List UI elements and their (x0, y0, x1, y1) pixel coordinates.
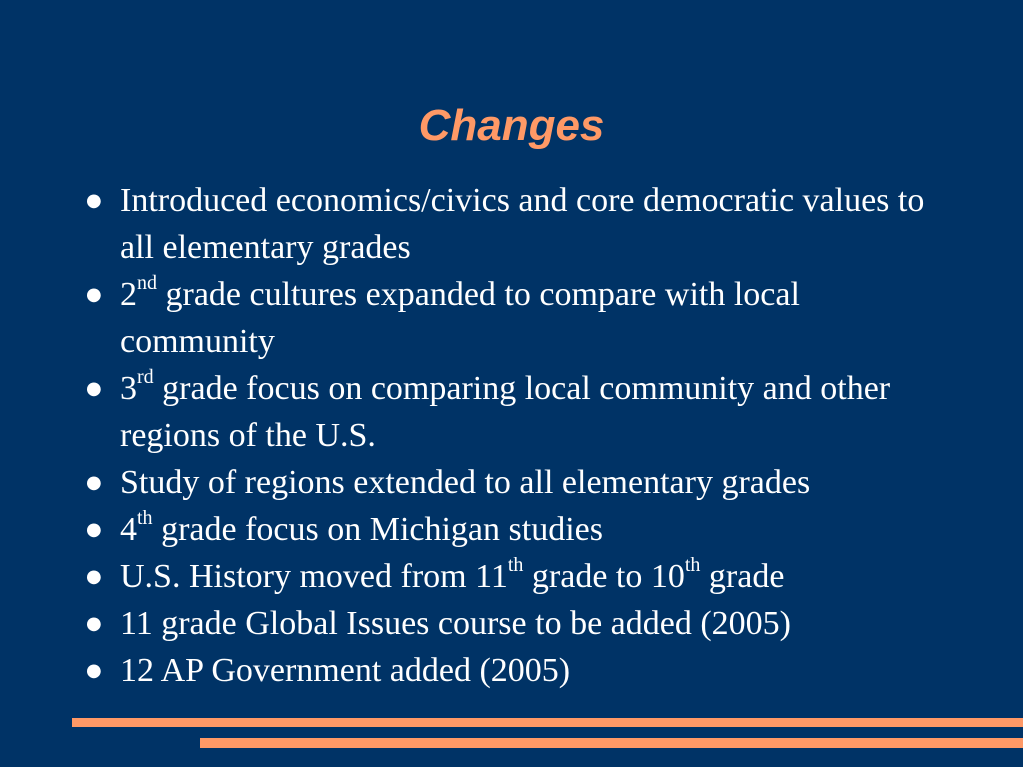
ordinal-suffix: th (137, 506, 153, 529)
bullet-list (0, 177, 1023, 694)
bullet-text-rest: grade cultures expanded to compare with local community (120, 276, 800, 360)
bullet-text-prefix: 2 (120, 276, 137, 313)
bullet-item (0, 177, 1023, 271)
ordinal-suffix: rd (137, 365, 154, 388)
ordinal-suffix: nd (137, 271, 157, 294)
bullet-dot-icon: ● (86, 190, 102, 211)
bullet-item (0, 506, 1023, 553)
bullet-text: 12 AP Government added (2005) (120, 652, 571, 689)
bullet-item (0, 271, 1023, 365)
bullet-dot-icon: ● (86, 660, 102, 681)
bullet-dot-icon: ● (86, 472, 102, 493)
bullet-dot-icon: ● (86, 613, 102, 634)
bullet-text: Introduced economics/civics and core democratic values to all elementary grades (120, 182, 925, 266)
bullet-dot-icon: ● (86, 566, 102, 587)
bullet-text-rest: grade focus on comparing local community and other regions of the U.S. (120, 370, 891, 454)
bullet-item (0, 553, 1023, 600)
bullet-item (0, 600, 1023, 647)
bullet-dot-icon: ● (86, 519, 102, 540)
bullet-text-prefix: U.S. History moved from 11 (120, 558, 508, 595)
bullet-text: 11 grade Global Issues course to be added (2005) (120, 605, 791, 642)
bullet-text-rest: grade focus on Michigan studies (152, 511, 603, 548)
ordinal-suffix: th (684, 553, 701, 576)
bullet-text-rest: grade (700, 558, 785, 595)
accent-bar-lower (200, 738, 1023, 748)
bullet-item (0, 365, 1023, 459)
accent-bar-upper (72, 718, 1023, 727)
bullet-text: Study of regions extended to all elementary grades (120, 464, 811, 501)
bullet-text-middle: grade to 10 (523, 558, 685, 595)
ordinal-suffix: th (507, 553, 524, 576)
bullet-text-prefix: 3 (120, 370, 137, 407)
bullet-text-prefix: 4 (120, 511, 137, 548)
slide-title: Changes (418, 101, 605, 150)
bullet-dot-icon: ● (86, 378, 102, 399)
bullet-item (0, 647, 1023, 694)
bullet-item (0, 459, 1023, 506)
bullet-dot-icon: ● (86, 284, 102, 305)
